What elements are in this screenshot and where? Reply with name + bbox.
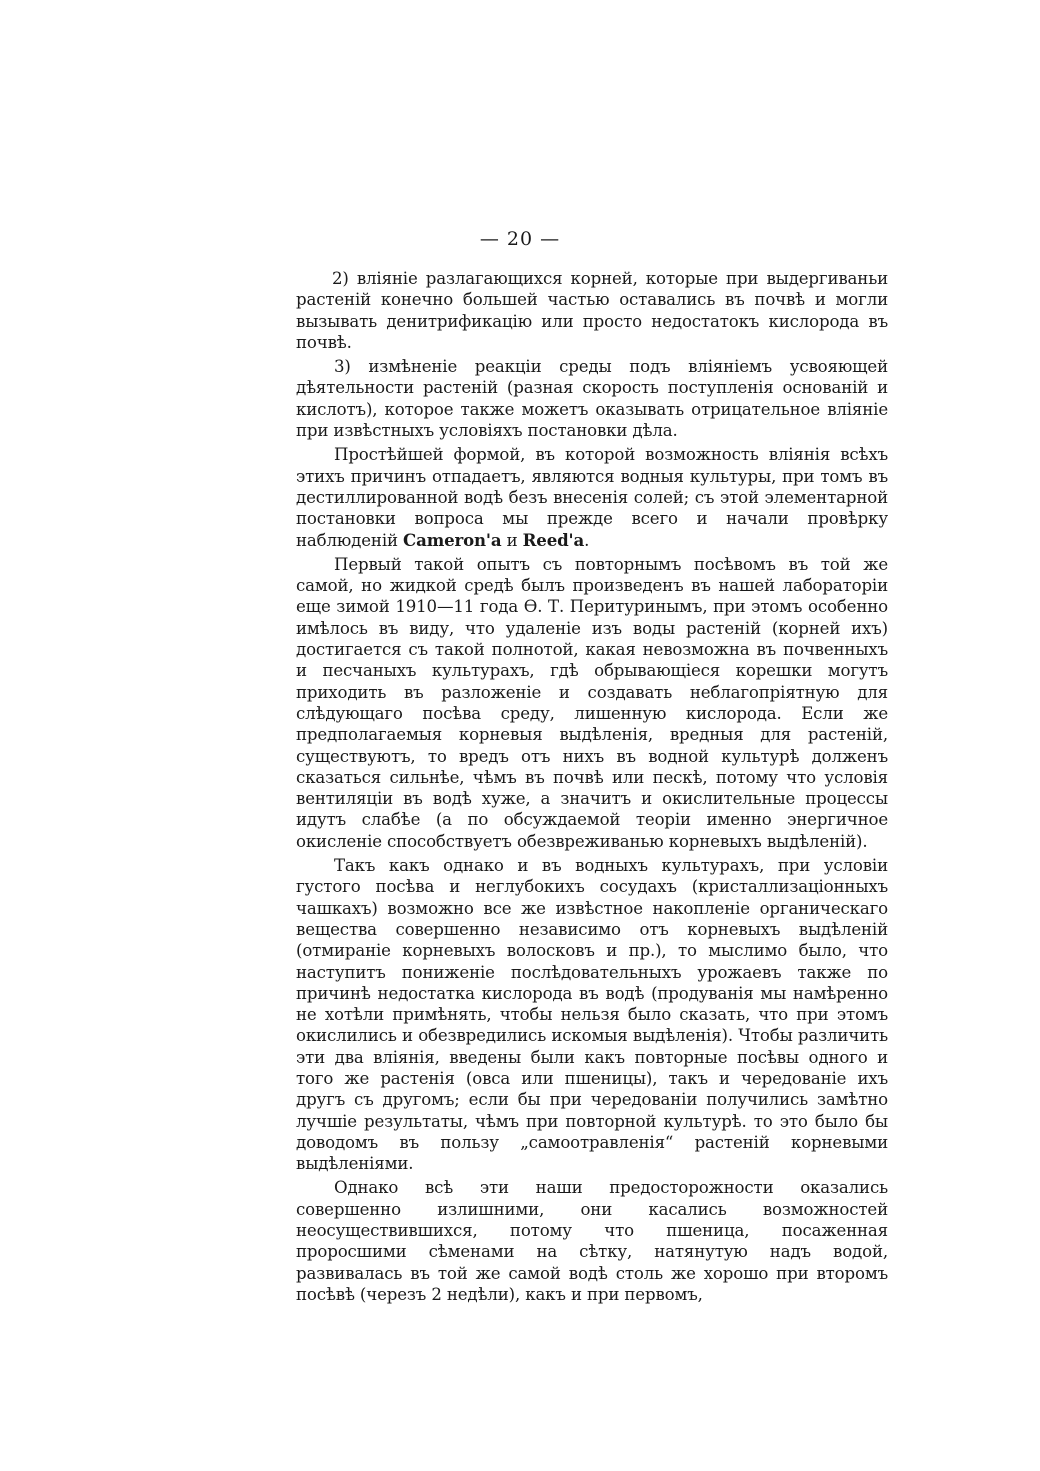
paragraph-6: Однако всѣ эти наши предосторожности оказались совершенно излишними, они касались возможностей неосуществившихся, потому что пшеница, посаженная проросшими сѣменами на сѣтку, натянутую надъ водой, развивалась въ той же самой водѣ столь же хорошо при второмъ посѣвѣ (черезъ 2 недѣли), какъ и при первомъ, (296, 1178, 888, 1304)
paragraph-2: 3) измѣненіе реакціи среды подъ вліяніемъ усвояющей дѣятельности растеній (разная скорость поступленія основаній и кислотъ), которое также можетъ оказывать отрицательное вліяніе при извѣстныхъ условіяхъ постановки дѣла. (296, 357, 888, 441)
paragraph-3-text: Простѣйшей формой, въ которой возможность вліянія всѣхъ этихъ причинъ отпадаетъ, являются водныя культуры, при томъ въ дестиллированной водѣ безъ внесенія солей; съ этой элементарной постановки вопроса мы прежде всего и начали провѣрку наблюденій (296, 445, 888, 550)
page-number: — 20 — (479, 228, 561, 250)
paragraph-1: 2) вліяніе разлагающихся корней, которые при выдергиваньи растеній конечно большей частью оставались въ почвѣ и могли вызывать денитрификацію или просто недостатокъ кислорода въ почвѣ. (296, 269, 888, 352)
paragraph-4: Первый такой опытъ съ повторнымъ посѣвомъ въ той же самой, но жидкой средѣ былъ произведенъ въ нашей лабораторіи еще зимой 1910—11 года Ѳ. Т. Перитуринымъ, при этомъ особенно имѣлось въ виду, что удаленіе изъ воды растеній (корней ихъ) достигается съ такой полнотой, какая невозможна въ почвенныхъ и песчаныхъ культурахъ, гдѣ обрывающіеся корешки могутъ приходить въ разложеніе и создавать неблагопріятную для слѣдующаго посѣва среду, лишенную кислорода. Если же предполагаемыя корневыя выдѣленія, вредныя для растеній, существуютъ, то вредъ отъ нихъ въ водной культурѣ долженъ сказаться сильнѣе, чѣмъ въ почвѣ или пескѣ, потому что условія вентиляціи въ водѣ хуже, а значитъ и окислительные процессы идутъ слабѣе (а по обсуждаемой теоріи именно энергичное окисленіе способствуетъ обезвреживанью корневыхъ выдѣленій). (296, 554, 888, 851)
paragraph-5: Такъ какъ однако и въ водныхъ культурахъ, при условіи густого посѣва и неглубокихъ сосудахъ (кристаллизаціонныхъ чашкахъ) возможно все же извѣстное накопленіе органическаго вещества совершенно независимо отъ корневыхъ выдѣленій (отмираніе корневыхъ волосковъ и пр.), то мыслимо было, что наступитъ пониженіе послѣдовательныхъ урожаевъ также по причинѣ недостатка кислорода въ водѣ (продуванія мы намѣренно не хотѣли примѣнять, чтобы нельзя было сказать, что при этомъ окислились и обезвредились искомыя выдѣленія). Чтобы различить эти два вліянія, введены были какъ повторные посѣвы одного и того же растенія (овса или пшеницы), такъ и чередованіе ихъ другъ съ другомъ; если бы при чередованіи получились замѣтно лучшіе результаты, чѣмъ при повторной культурѣ. то это было бы доводомъ въ пользу „самоотравленія“ растеній корневыми выдѣленіями. (296, 856, 888, 1174)
paragraph-3-end: . (584, 530, 590, 550)
author-name-cameron: Cameron'a (403, 529, 502, 550)
author-name-reed: Reed'a (522, 529, 585, 550)
paragraph-3-conjunction: и (501, 530, 523, 550)
paragraph-3 (296, 444, 888, 550)
body-text (296, 268, 888, 1308)
